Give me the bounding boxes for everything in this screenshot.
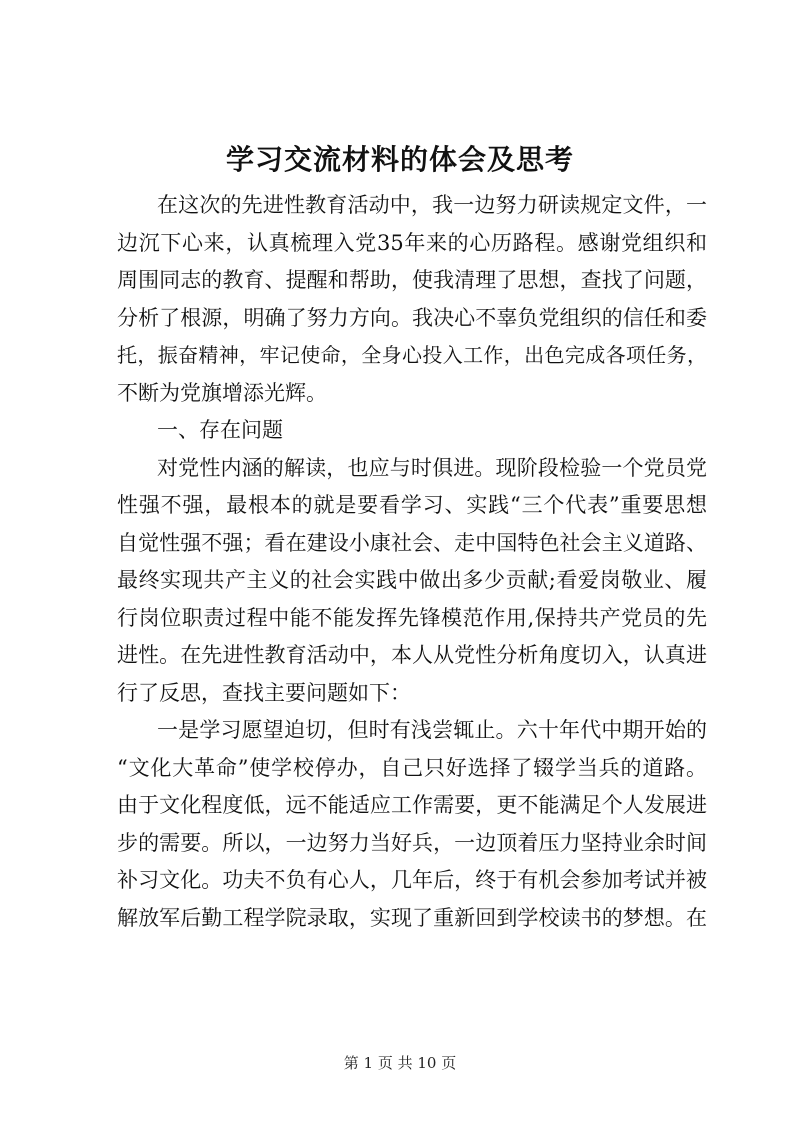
paragraph-line: 对党性内涵的解读，也应与时俱进。现阶段检验一个党员党	[157, 455, 707, 480]
page-number-footer: 第 1 页 共 10 页	[343, 1054, 457, 1072]
paragraph-line: 在这次的先进性教育活动中，我一边努力研读规定文件，一	[157, 193, 707, 217]
paragraph-line: 周围同志的教育、提醒和帮助，使我清理了思想，查找了问题，	[117, 268, 707, 292]
paragraph-line: 步的需要。所以，一边努力当好兵，一边顶着压力坚持业余时间	[117, 830, 707, 855]
paragraph-line: 一是学习愿望迫切，但时有浅尝辄止。六十年代中期开始的	[157, 718, 707, 742]
paragraph-line: 不断为党旗增添光辉。	[117, 380, 327, 405]
paragraph-line: 行了反思，查找主要问题如下：	[117, 680, 411, 705]
paragraph-line: “文化大革命”使学校停办，自己只好选择了辍学当兵的道路。	[117, 755, 707, 780]
paragraph-line: 分析了根源，明确了努力方向。我决心不辜负党组织的信任和委	[117, 305, 707, 330]
paragraph-line: 边沉下心来，认真梳理入党35年来的心历路程。感谢党组织和	[117, 230, 707, 255]
paragraph-line: 补习文化。功夫不负有心人，几年后，终于有机会参加考试并被	[117, 868, 707, 892]
paragraph-line: 由于文化程度低，远不能适应工作需要，更不能满足个人发展进	[117, 793, 707, 817]
paragraph-line: 进性。在先进性教育活动中，本人从党性分析角度切入，认真进	[117, 643, 707, 667]
paragraph-line: 托，振奋精神，牢记使命，全身心投入工作，出色完成各项任务，	[117, 343, 707, 367]
section-heading: 一、存在问题	[157, 418, 283, 442]
paragraph-line: 自觉性强不强；看在建设小康社会、走中国特色社会主义道路、	[117, 530, 707, 555]
page-title: 学习交流材料的体会及思考	[225, 143, 574, 176]
paragraph-line: 行岗位职责过程中能不能发挥先锋模范作用,保持共产党员的先	[117, 605, 707, 630]
paragraph-line: 解放军后勤工程学院录取，实现了重新回到学校读书的梦想。在	[117, 905, 707, 930]
paragraph-line: 最终实现共产主义的社会实践中做出多少贡献;看爱岗敬业、履	[117, 568, 707, 592]
document-body	[117, 187, 707, 937]
paragraph-line: 性强不强，最根本的就是要看学习、实践“三个代表”重要思想	[117, 493, 707, 517]
